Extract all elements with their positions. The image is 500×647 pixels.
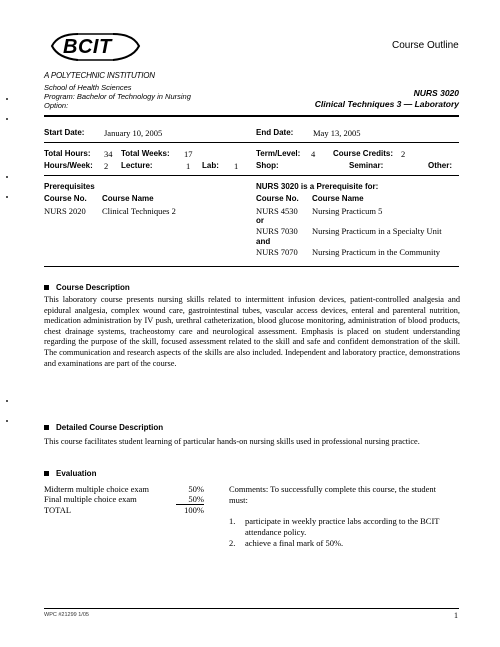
hours-per-week-label: Hours/Week: [44,161,93,170]
option-label: Option: [44,101,69,110]
prereq-for-col-course-name: Course Name [312,194,364,203]
logo-text: BCIT [63,36,112,58]
prereq-for-connector: and [256,237,271,246]
divider [44,266,459,267]
binder-mark [6,118,8,120]
prereq-for-course-no: NURS 4530 [256,206,298,216]
prereq-for-course-name: Nursing Practicum 5 [312,206,383,216]
lab-label: Lab: [202,161,219,170]
section-bullet-icon [44,425,49,430]
evaluation-total-label: TOTAL [44,505,72,515]
course-description-body: This laboratory course presents nursing skills related to intermittent infusion devices, patient-controlled analgesia and epidural analgesia, complex wound care, gastrointestinal tubes, vascular access devices, enteral and parenteral nutrition, medication administration by IV push, urethral catheterization, blood glucose monitoring, administration of blood products, chest drainage systems, tracheostomy care and neurological assessment. Emphasis is placed on student understanding regarding the purpose of the skill, focused assessment related to the skill and safe and confident demonstration of the skill. The communication and research aspects of the skills are also included. Independent and laboratory practice, demonstrations and examinations are part of the course. [44,295,460,368]
form-code: WPC #21299 1/05 [44,612,89,618]
evaluation-item-label: Final multiple choice exam [44,494,137,504]
comment-number: 1. [229,516,236,526]
lab-value: 1 [234,161,239,171]
prereq-for-course-name: Nursing Practicum in the Community [312,247,440,257]
seminar-label: Seminar: [349,161,384,170]
comment-number: 2. [229,538,236,548]
prereq-for-course-no: NURS 7070 [256,247,298,257]
prereq-for-connector: or [256,216,264,225]
school-name: School of Health Sciences [44,83,132,92]
divider [44,115,459,117]
evaluation-comments-intro: Comments: To successfully complete this course, the student must: [229,484,436,505]
end-date-label: End Date: [256,128,294,137]
prerequisites-heading: Prerequisites [44,182,95,191]
start-date-label: Start Date: [44,128,85,137]
course-credits-label: Course Credits: [333,149,394,158]
other-label: Other: [428,161,452,170]
evaluation-item-label: Midterm multiple choice exam [44,484,150,494]
binder-mark [6,420,8,422]
divider [44,142,459,143]
divider [44,175,459,176]
course-code: NURS 3020 [413,88,459,98]
section-bullet-icon [44,471,49,476]
binder-mark [6,400,8,402]
end-date-value: May 13, 2005 [313,128,361,138]
detailed-description-body: This course facilitates student learning of particular hands-on nursing skills used in professional nursing practice. [44,437,420,446]
hours-per-week-value: 2 [104,161,109,171]
total-weeks-label: Total Weeks: [121,149,170,158]
prereq-course-no: NURS 2020 [44,206,86,216]
start-date-value: January 10, 2005 [104,128,163,138]
binder-mark [6,98,8,100]
prereq-col-course-no: Course No. [44,194,87,203]
prereq-for-heading: NURS 3020 is a Prerequisite for: [256,182,379,191]
bcit-logo [48,26,143,66]
binder-mark [6,196,8,198]
page-number: 1 [454,611,458,620]
evaluation-heading: Evaluation [56,469,97,478]
program-name: Program: Bachelor of Technology in Nursing [44,92,191,101]
evaluation-total-value: 100% [184,505,204,515]
course-credits-value: 2 [401,149,406,159]
prereq-for-course-name: Nursing Practicum in a Specialty Unit [312,226,442,236]
total-hours-value: 34 [104,149,113,159]
total-hours-label: Total Hours: [44,149,91,158]
term-level-value: 4 [311,149,316,159]
term-level-label: Term/Level: [256,149,301,158]
prereq-col-course-name: Course Name [102,194,154,203]
section-bullet-icon [44,285,49,290]
document-type: Course Outline [392,40,459,51]
institution-tagline: A POLYTECHNIC INSTITUTION [44,71,155,80]
binder-mark [6,176,8,178]
evaluation-item-value: 50% [176,494,204,505]
lecture-label: Lecture: [121,161,153,170]
footer-divider [44,608,459,609]
comment-text: participate in weekly practice labs according to the BCIT attendance policy. [245,516,440,537]
course-title: Clinical Techniques 3 — Laboratory [314,99,459,109]
total-weeks-value: 17 [184,149,193,159]
detailed-description-heading: Detailed Course Description [56,423,164,432]
lecture-value: 1 [186,161,191,171]
shop-label: Shop: [256,161,279,170]
comment-text: achieve a final mark of 50%. [245,538,344,548]
course-description-heading: Course Description [56,283,130,292]
prereq-course-name: Clinical Techniques 2 [102,206,176,216]
prereq-for-course-no: NURS 7030 [256,226,298,236]
evaluation-item-value: 50% [188,484,204,494]
prereq-for-col-course-no: Course No. [256,194,299,203]
